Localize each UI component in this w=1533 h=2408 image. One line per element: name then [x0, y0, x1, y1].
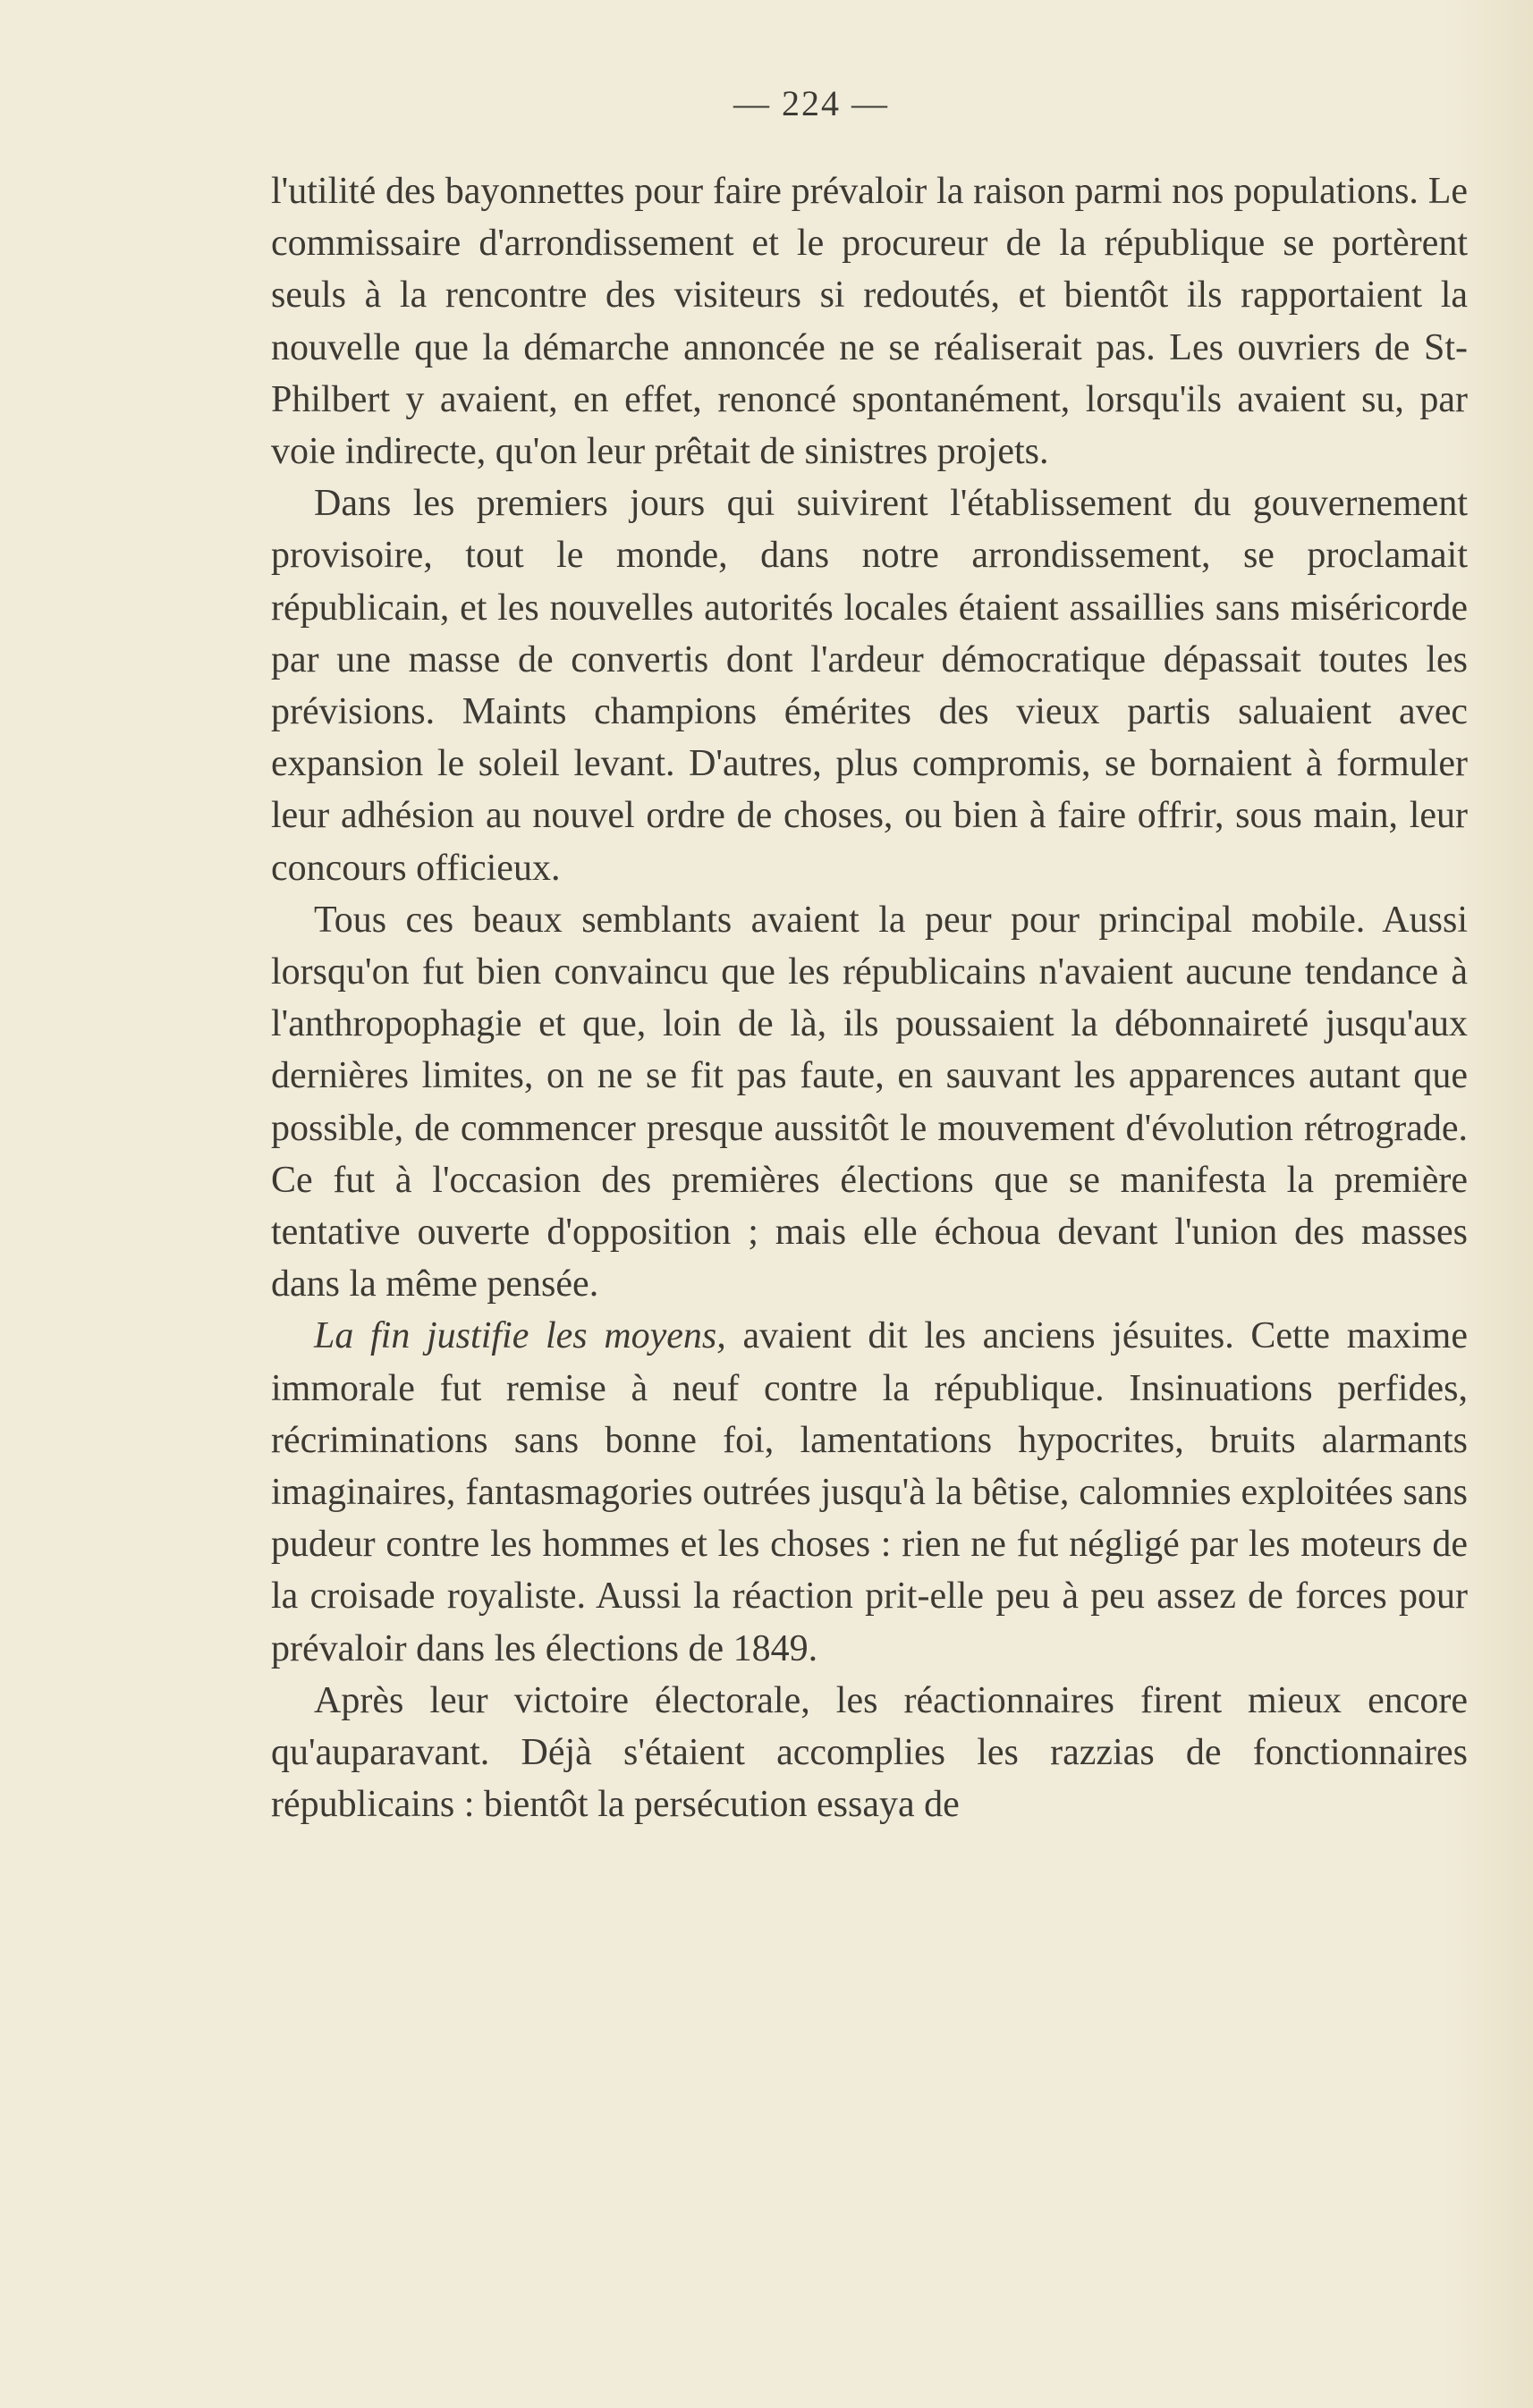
paragraph-4-text: avaient dit les anciens jésuites. Cette maxime immorale fut remise à neuf contre la république. Insinuations perfides, récriminations sans bonne foi, lamentations hypocrites, bruits alarmants imaginaires, fantasmagories outrées jusqu'à la bêtise, calomnies exploitées sans pudeur contre les hommes et les choses : rien ne fut négligé par les moteurs de la croisade royaliste. Aussi la réaction prit-elle peu à peu assez de forces pour prévaloir dans les élections de 1849.	[271, 1315, 1468, 1669]
paragraph-4	[271, 1310, 1468, 1674]
paragraph-2: Dans les premiers jours qui suivirent l'établissement du gouvernement provisoire, tout le monde, dans notre arrondissement, se proclamait républicain, et les nouvelles autorités locales étaient assaillies sans miséricorde par une masse de convertis dont l'ardeur démocratique dépassait toutes les prévisions. Maints champions émérites des vieux partis saluaient avec expansion le soleil levant. D'autres, plus compromis, se bornaient à formuler leur adhésion au nouvel ordre de choses, ou bien à faire offrir, sous main, leur concours officieux.	[271, 483, 1468, 889]
paragraph-1: l'utilité des bayonnettes pour faire prévaloir la raison parmi nos populations. Le commissaire d'arrondissement et le procureur de la république se portèrent seuls à la rencontre des visiteurs si redoutés, et bientôt ils rapportaient la nouvelle que la démarche annoncée ne se réaliserait pas. Les ouvriers de St-Philbert y avaient, en effet, renoncé spontanément, lorsqu'ils avaient su, par voie indirecte, qu'on leur prêtait de sinistres projets.	[271, 171, 1468, 473]
page-number: — 224 —	[733, 83, 889, 123]
italic-maxim: La fin justifie les moyens,	[314, 1315, 726, 1357]
paragraph-5: Après leur victoire électorale, les réactionnaires firent mieux encore qu'auparavant. Déjà s'étaient accomplies les razzias de fonctionnaires républicains : bientôt la persécution essaya de	[271, 1679, 1468, 1826]
paragraph-3: Tous ces beaux semblants avaient la peur pour principal mobile. Aussi lorsqu'on fut bien convaincu que les républicains n'avaient aucune tendance à l'anthropophagie et que, loin de là, ils poussaient la débonnaireté jusqu'aux dernières limites, on ne se fit pas faute, en sauvant les apparences autant que possible, de commencer presque aussitôt le mouvement d'évolution rétrograde. Ce fut à l'occasion des premières élections que se manifesta la première tentative ouverte d'opposition ; mais elle échoua devant l'union des masses dans la même pensée.	[271, 899, 1468, 1305]
body-text	[271, 165, 1468, 1831]
